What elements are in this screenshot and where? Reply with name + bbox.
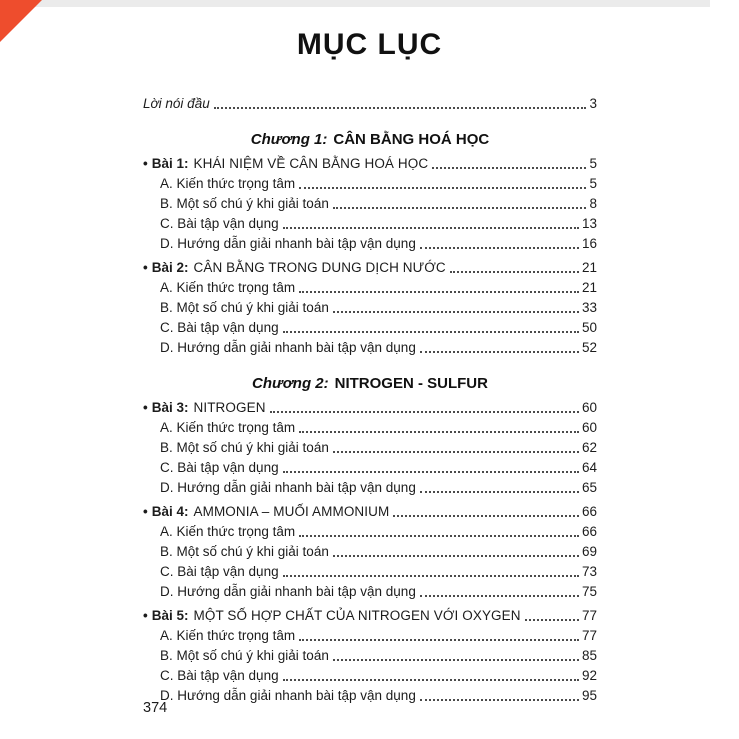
toc-row-subitem [143, 580, 597, 600]
dot-leader [450, 271, 579, 273]
chapter-1-title: CÂN BẰNG HOÁ HỌC [333, 131, 490, 148]
subitem-label: D. Hướng dẫn giải nhanh bài tập vận dụng [160, 584, 416, 599]
page-number: 8 [589, 196, 597, 211]
dot-leader [299, 535, 579, 537]
page-number: 60 [581, 400, 597, 415]
page-number: 60 [581, 420, 597, 435]
dot-leader [420, 595, 579, 597]
dot-leader [333, 451, 579, 453]
toc-row-subitem [143, 316, 597, 336]
toc-row-subitem [143, 540, 597, 560]
chapter-1-heading [143, 128, 597, 148]
dot-leader [420, 247, 579, 249]
toc-row-lesson-4 [143, 500, 597, 520]
page-number: 62 [581, 440, 597, 455]
subitem-label: D. Hướng dẫn giải nhanh bài tập vận dụng [160, 340, 416, 355]
subitem-label: C. Bài tập vận dụng [160, 216, 279, 231]
dot-leader [299, 187, 586, 189]
toc-row-subitem [143, 192, 597, 212]
toc-row-subitem [143, 456, 597, 476]
page-number: 85 [581, 648, 597, 663]
lesson-5-prefix: Bài 5: [151, 608, 189, 623]
page-number: 66 [581, 524, 597, 539]
subitem-label: D. Hướng dẫn giải nhanh bài tập vận dụng [160, 236, 416, 251]
page-title: MỤC LỤC [296, 28, 443, 61]
dot-leader [333, 311, 579, 313]
toc-content [143, 92, 597, 704]
dot-leader [283, 575, 579, 577]
toc-row-subitem [143, 212, 597, 232]
toc-row-lesson-3 [143, 396, 597, 416]
toc-row-subitem [143, 644, 597, 664]
bullet-icon: • [143, 260, 148, 275]
page-number: 50 [581, 320, 597, 335]
page-number: 69 [581, 544, 597, 559]
dot-leader [333, 207, 587, 209]
toc-row-subitem [143, 296, 597, 316]
lesson-5-title: MỘT SỐ HỢP CHẤT CỦA NITROGEN VỚI OXYGEN [193, 608, 521, 623]
lesson-2-title: CÂN BẰNG TRONG DUNG DỊCH NƯỚC [193, 260, 446, 275]
page-number: 5 [589, 156, 597, 171]
page-number: 73 [581, 564, 597, 579]
page-top-edge-shadow [30, 0, 710, 7]
page-number: 16 [581, 236, 597, 251]
dot-leader [283, 227, 579, 229]
dot-leader [525, 619, 579, 621]
lesson-4-prefix: Bài 4: [151, 504, 189, 519]
bullet-icon: • [143, 608, 148, 623]
chapter-2-title: NITROGEN - SULFUR [334, 375, 488, 392]
page-number: 64 [581, 460, 597, 475]
bullet-icon: • [143, 156, 148, 171]
dot-leader [299, 431, 579, 433]
toc-row-preface [143, 92, 597, 112]
page-number: 92 [581, 668, 597, 683]
preface-label: Lời nói đầu [143, 96, 210, 111]
toc-row-lesson-5 [143, 604, 597, 624]
toc-row-lesson-1 [143, 152, 597, 172]
dot-leader [283, 331, 579, 333]
toc-row-subitem [143, 560, 597, 580]
subitem-label: A. Kiến thức trọng tâm [160, 628, 296, 643]
subitem-label: C. Bài tập vận dụng [160, 460, 279, 475]
toc-row-subitem [143, 336, 597, 356]
page-number: 3 [589, 96, 597, 111]
dot-leader [420, 351, 579, 353]
dot-leader [299, 639, 579, 641]
page-number: 52 [581, 340, 597, 355]
lesson-3-title: NITROGEN [193, 400, 266, 415]
lesson-1-prefix: Bài 1: [151, 156, 189, 171]
subitem-label: C. Bài tập vận dụng [160, 668, 279, 683]
dot-leader [420, 491, 579, 493]
toc-row-lesson-2 [143, 256, 597, 276]
chapter-2-heading [143, 372, 597, 392]
chapter-2-prefix: Chương 2: [252, 375, 329, 392]
page-number: 5 [589, 176, 597, 191]
toc-row-subitem [143, 624, 597, 644]
chapter-1-prefix: Chương 1: [250, 131, 328, 148]
toc-row-subitem [143, 172, 597, 192]
subitem-label: B. Một số chú ý khi giải toán [160, 440, 329, 455]
page-number: 13 [581, 216, 597, 231]
red-corner-flag-icon [0, 0, 42, 42]
subitem-label: A. Kiến thức trọng tâm [160, 420, 296, 435]
toc-row-subitem [143, 476, 597, 496]
dot-leader [270, 411, 579, 413]
page-number: 95 [581, 688, 597, 703]
subitem-label: A. Kiến thức trọng tâm [160, 280, 296, 295]
toc-row-subitem [143, 416, 597, 436]
page-number: 75 [581, 584, 597, 599]
bullet-icon: • [143, 504, 148, 519]
subitem-label: B. Một số chú ý khi giải toán [160, 300, 329, 315]
page-number: 77 [581, 608, 597, 623]
toc-row-subitem [143, 684, 597, 704]
toc-row-subitem [143, 232, 597, 252]
dot-leader [333, 659, 579, 661]
footer-page-number: 374 [143, 700, 168, 716]
dot-leader [214, 107, 587, 109]
lesson-1-title: KHÁI NIỆM VỀ CÂN BẰNG HOÁ HỌC [193, 156, 429, 171]
dot-leader [420, 699, 579, 701]
page-number: 77 [581, 628, 597, 643]
page-number: 33 [581, 300, 597, 315]
page-number: 21 [581, 280, 597, 295]
subitem-label: B. Một số chú ý khi giải toán [160, 196, 329, 211]
page-number: 21 [581, 260, 597, 275]
page-number: 66 [581, 504, 597, 519]
page-number: 65 [581, 480, 597, 495]
subitem-label: A. Kiến thức trọng tâm [160, 524, 296, 539]
toc-row-subitem [143, 276, 597, 296]
dot-leader [393, 515, 579, 517]
subitem-label: B. Một số chú ý khi giải toán [160, 544, 329, 559]
subitem-label: D. Hướng dẫn giải nhanh bài tập vận dụng [160, 480, 416, 495]
toc-row-subitem [143, 436, 597, 456]
dot-leader [283, 679, 579, 681]
dot-leader [299, 291, 579, 293]
subitem-label: D. Hướng dẫn giải nhanh bài tập vận dụng [160, 688, 416, 703]
lesson-2-prefix: Bài 2: [151, 260, 189, 275]
dot-leader [333, 555, 579, 557]
dot-leader [432, 167, 586, 169]
dot-leader [283, 471, 579, 473]
toc-row-subitem [143, 520, 597, 540]
toc-row-subitem [143, 664, 597, 684]
subitem-label: C. Bài tập vận dụng [160, 564, 279, 579]
subitem-label: C. Bài tập vận dụng [160, 320, 279, 335]
lesson-4-title: AMMONIA – MUỐI AMMONIUM [193, 504, 390, 519]
bullet-icon: • [143, 400, 148, 415]
lesson-3-prefix: Bài 3: [151, 400, 189, 415]
subitem-label: A. Kiến thức trọng tâm [160, 176, 296, 191]
subitem-label: B. Một số chú ý khi giải toán [160, 648, 329, 663]
